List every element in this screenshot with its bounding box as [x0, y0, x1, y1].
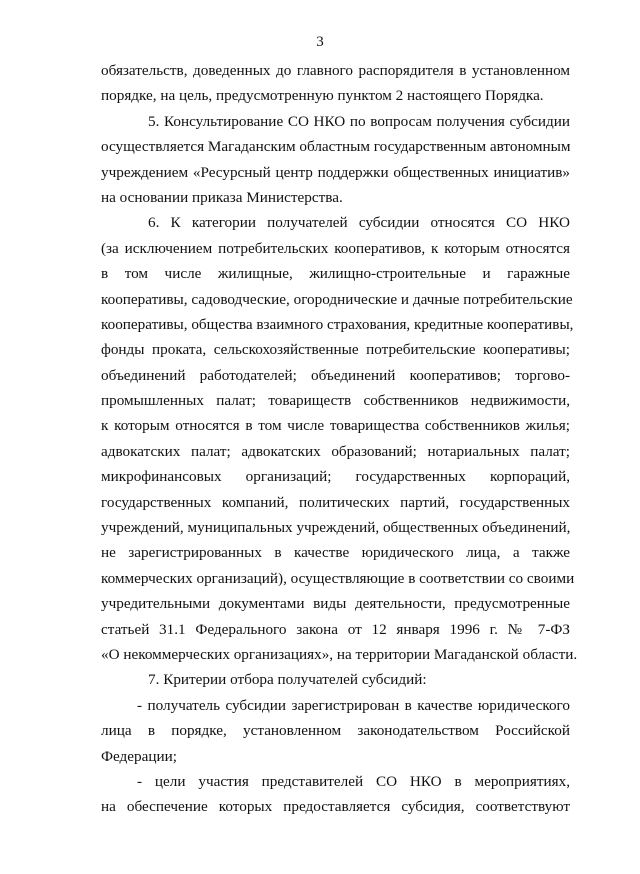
text-line: фонды проката, сельскохозяйственные потребительские кооперативы; — [101, 341, 570, 359]
text-line: учреждением «Ресурсный центр поддержки общественных инициатив» — [101, 163, 570, 181]
document-body — [101, 58, 578, 820]
text-line: осуществляется Магаданским областным государственным автономным — [101, 138, 571, 156]
text-line: лица в порядке, установленном законодательством Российской — [101, 722, 570, 740]
text-line: обязательств, доведенных до главного распорядителя в установленном — [101, 62, 570, 79]
text-line: в том числе жилищные, жилищно-строительные и гаражные — [101, 265, 570, 283]
text-line: не зарегистрированных в качестве юридического лица, а также — [101, 544, 570, 562]
text-line: на обеспечение которых предоставляется субсидия, соответствуют — [101, 798, 570, 816]
text-line: 6. К категории получателей субсидии относятся СО НКО — [148, 214, 570, 232]
text-line: на основании приказа Министерства. — [101, 188, 343, 206]
text-line: Федерации; — [101, 747, 177, 765]
text-line: адвокатских палат; адвокатских образований; нотариальных палат; — [101, 442, 570, 460]
text-line: коммерческих организаций), осуществляющие в соответствии со своими — [101, 569, 575, 587]
text-line: объединений работодателей; объединений кооперативов; торгово- — [101, 366, 570, 384]
text-line: статьей 31.1 Федерального закона от 12 января 1996 г. № 7-ФЗ — [101, 620, 570, 638]
text-line: порядке, на цель, предусмотренную пунктом 2 настоящего Порядка. — [101, 87, 544, 105]
text-line: кооперативы, садоводческие, огороднические и дачные потребительские — [101, 290, 573, 308]
text-line: к которым относятся в том числе товарищества собственников жилья; — [101, 417, 570, 435]
text-line: учредительными документами виды деятельности, предусмотренные — [101, 595, 570, 613]
text-line: кооперативы, общества взаимного страхования, кредитные кооперативы, — [101, 315, 574, 333]
text-line: - цели участия представителей СО НКО в мероприятиях, — [137, 772, 570, 790]
text-line: «О некоммерческих организациях», на территории Магаданской области. — [101, 645, 578, 663]
text-line: микрофинансовых организаций; государственных корпораций, — [101, 468, 570, 486]
text-line: государственных компаний, политических партий, государственных — [101, 493, 570, 511]
text-line: промышленных палат; товариществ собственников недвижимости, — [101, 392, 570, 410]
text-line: - получатель субсидии зарегистрирован в качестве юридического — [137, 696, 570, 714]
page-number: 3 — [316, 34, 324, 50]
text-line: 7. Критерии отбора получателей субсидий: — [148, 671, 427, 689]
text-line: 5. Консультирование СО НКО по вопросам получения субсидии — [148, 112, 570, 130]
text-line: учреждений, муниципальных учреждений, общественных объединений, — [101, 519, 571, 537]
text-line: (за исключением потребительских кооперативов, к которым относятся — [101, 239, 570, 257]
